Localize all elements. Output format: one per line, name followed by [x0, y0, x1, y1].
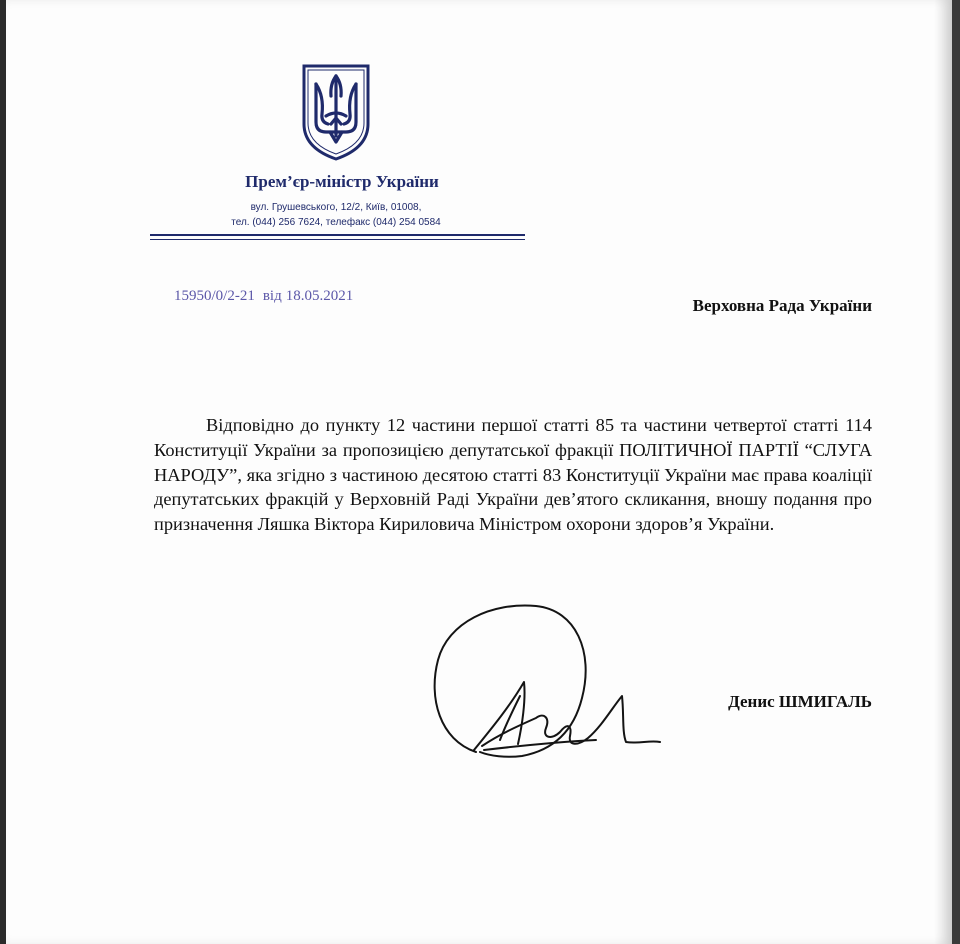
registration-from-label: від — [262, 288, 282, 304]
document-page — [6, 0, 952, 944]
letterhead-phones: тел. (044) 256 7624, телефакс (044) 254 0584 — [231, 217, 441, 228]
recipient: Верховна Рада України — [692, 296, 872, 315]
handwritten-signature — [426, 600, 666, 770]
letterhead-address: вул. Грушевського, 12/2, Київ, 01008, — [250, 202, 422, 213]
tryzub-emblem-icon — [300, 62, 372, 162]
letter-body: Відповідно до пункту 12 частини першої статті 85 та частини четвертої статті 114 Конституції України за пропозицією депутатської фракції ПОЛІТИЧНОЇ ПАРТІЇ “СЛУГА НАРОДУ”, яка згідно з частиною десятою статті 83 Конституції України має права коаліції депутатських фракцій у Верховній Раді України дев’ятого скликання, вношу подання про призначення Ляшка Віктора Кириловича Міністром охорони здоров’я України. — [154, 415, 872, 535]
registration-stamp — [174, 288, 353, 305]
letterhead-title: Прем’єр-міністр України — [245, 172, 439, 191]
signer-name: Денис ШМИГАЛЬ — [728, 692, 872, 711]
photo-edge — [952, 0, 960, 944]
letterhead-divider-thick — [150, 234, 525, 236]
letterhead-divider-thin — [150, 239, 525, 240]
registration-date: 18.05.2021 — [285, 288, 354, 304]
registration-number: 15950/0/2-21 — [174, 288, 255, 304]
